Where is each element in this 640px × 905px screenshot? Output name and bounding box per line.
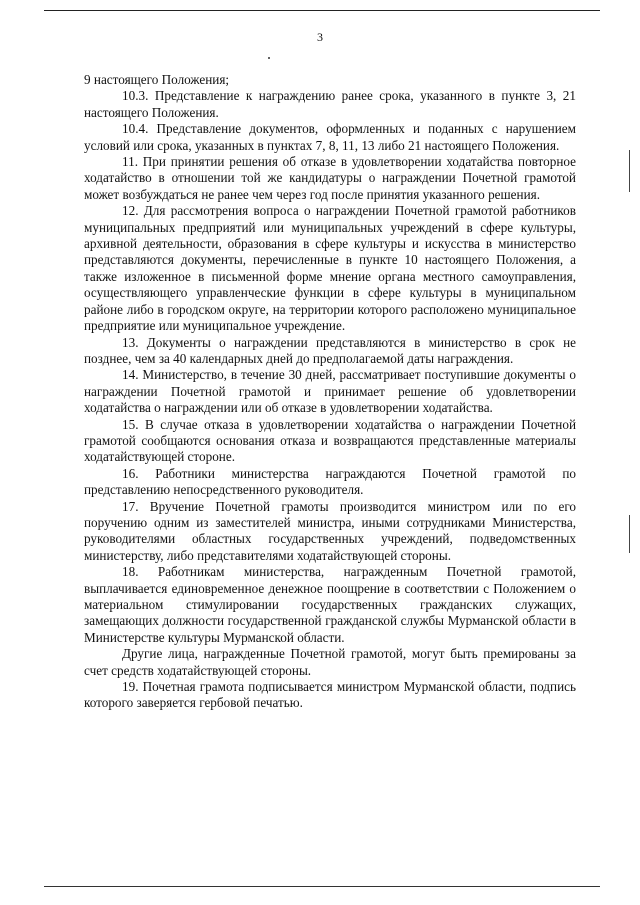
paragraph-10-3: 10.3. Представление к награждению ранее срока, указанного в пункте 3, 21 настоящего Положения. [84, 88, 576, 120]
paragraph-13: 13. Документы о награждении представляются в министерство в срок не позднее, чем за 40 календарных дней до предполагаемой даты награждения. [84, 334, 576, 366]
page-number: 3 [317, 30, 323, 44]
paragraph-18: 18. Работникам министерства, награжденным Почетной грамотой, выплачивается единовременное денежное поощрение в соответствии с Положением о материальном стимулировании государственных гражданских служащих, замещающих должности государственной гражданской службы Мурманской области в Министерстве культуры Мурманской области. [84, 564, 576, 645]
paragraph-19: 19. Почетная грамота подписывается министром Мурманской области, подпись которого заверяется гербовой печатью. [84, 679, 576, 711]
paragraph-16: 16. Работники министерства награждаются Почетной грамотой по представлению непосредственного руководителя. [84, 465, 576, 498]
paragraph-17: 17. Вручение Почетной грамоты производится министром или по его поручению одним из заместителей министра, иными сотрудниками Министерства, руководителями областных государственных учреждений, подведомственных министерству, либо представителями ходатайствующей стороны. [84, 498, 576, 563]
document-body [84, 72, 576, 712]
scan-top-border [44, 10, 600, 11]
margin-mark [629, 150, 630, 192]
scan-speck [268, 57, 270, 59]
paragraph-18-other-persons: Другие лица, награжденные Почетной грамотой, могут быть премированы за счет средств ходатайствующей стороны. [84, 646, 576, 678]
margin-mark [629, 515, 630, 553]
paragraph-continuation: 9 настоящего Положения; [84, 72, 230, 87]
paragraph-14: 14. Министерство, в течение 30 дней, рассматривает поступившие документы о награждении Почетной грамотой и принимает решение об удовлетворении ходатайства о награждении или об отказе в удовлетворении ходатайства. [84, 367, 576, 416]
paragraph-11: 11. При принятии решения об отказе в удовлетворении ходатайства повторное ходатайство в отношении той же кандидатуры о награждении Почетной грамотой может возбуждаться не ранее чем через год после принятия указанного решения. [84, 154, 576, 202]
paragraph-15: 15. В случае отказа в удовлетворении ходатайства о награждении Почетной грамотой сообщаются основания отказа и возвращаются представленные материалы ходатайствующей стороне. [84, 416, 576, 465]
paragraph-12: 12. Для рассмотрения вопроса о награждении Почетной грамотой работников муниципальных предприятий или муниципальных учреждений в сфере культуры, архивной деятельности, образования в сфере культуры и искусства в министерство представляются документы, перечисленные в пункте 10 настоящего Положения, а также изложенное в письменной форме мнение органа местного самоуправления, осуществляющего управленческие функции в сфере культуры в муниципальном районе либо в городском округе, на территории которого расположено муниципальное предприятие или муниципальное учреждение. [84, 203, 576, 334]
scan-bottom-border [44, 886, 600, 887]
paragraph-10-4: 10.4. Представление документов, оформленных и поданных с нарушением условий или срока, указанных в пунктах 7, 8, 11, 13 либо 21 настоящего Положения. [84, 121, 576, 153]
